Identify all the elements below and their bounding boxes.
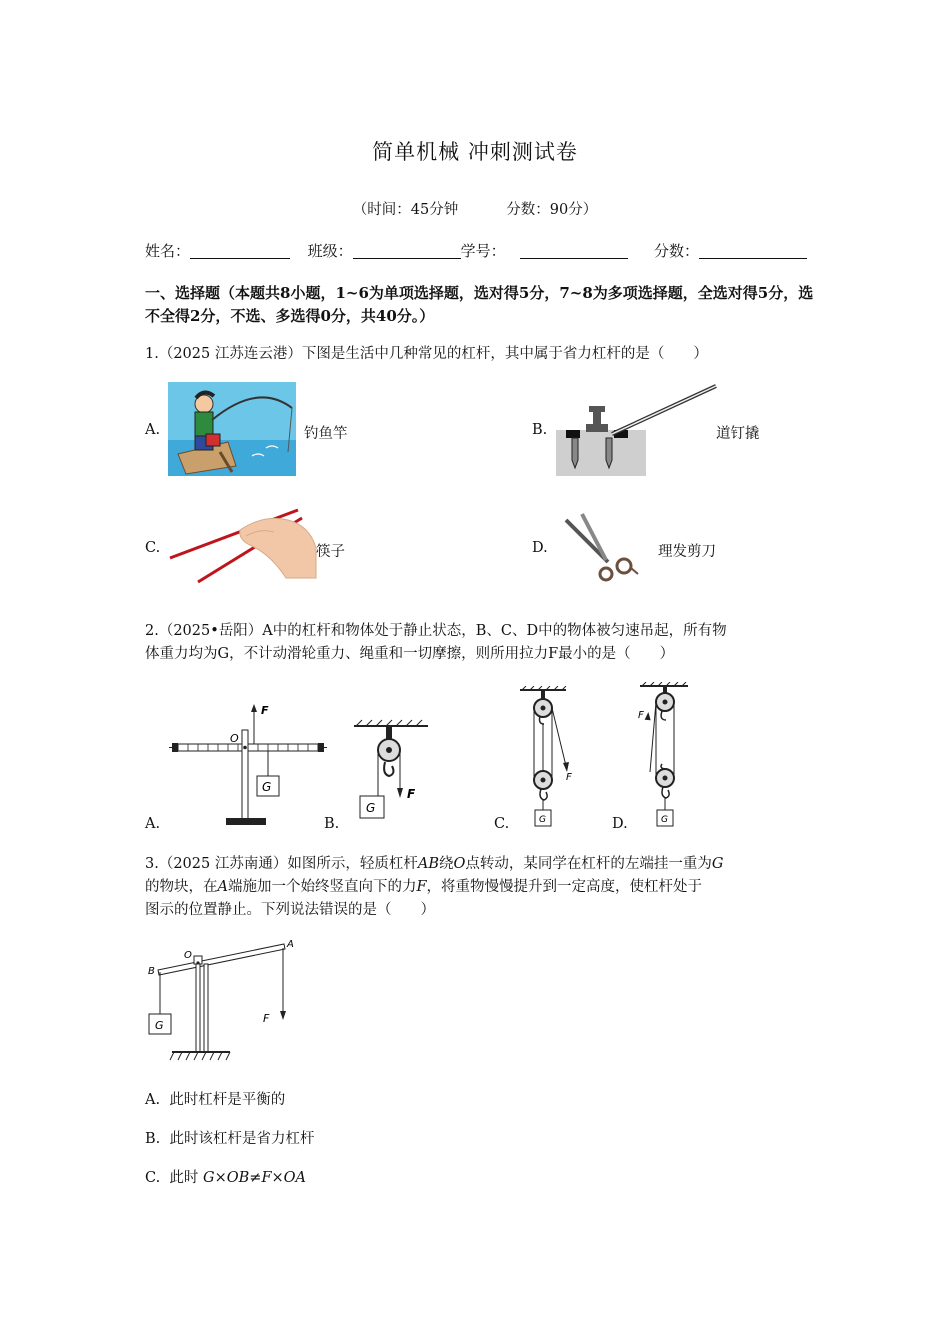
q2-option-b-label: B. [324, 816, 340, 832]
q1-option-d-caption: 理发剪刀 [658, 544, 716, 560]
class-blank[interactable] [353, 244, 461, 259]
q3-label-f: F [263, 1012, 270, 1025]
exam-time: （时间：45分钟 [352, 202, 459, 218]
q3-option-a [145, 1089, 285, 1112]
q3-stem-part: 3.（2025 江苏南通）如图所示，轻质杠杆 [145, 856, 418, 872]
q2-stem-line2: 体重力均为G，不计动滑轮重力、绳重和一切摩擦，则所用拉力F最小的是（ ） [145, 646, 675, 662]
q3-label-a: A [287, 939, 294, 950]
q3-label-g: G [155, 1019, 164, 1032]
q2-figure-b-fixed-pulley [352, 718, 430, 830]
q2-figure-a-lever [168, 700, 328, 830]
q2d-label-f: F [638, 710, 644, 721]
score-label: 分数： [653, 242, 699, 260]
q3-stem-g: G [711, 856, 724, 872]
q3-stem-a: A [217, 879, 228, 895]
q2b-label-g: G [366, 801, 376, 815]
q3-stem-part: ，将重物慢慢提升到一定高度，使杠杆处于 [426, 879, 703, 895]
q3-stem-ab: AB [417, 856, 439, 872]
q1-option-c-label: C. [145, 540, 161, 556]
fishing-rod-image [168, 382, 296, 476]
section-heading: 一、选择题（本题共8小题，1~6为单项选择题，选对得5分，7~8为多项选择题，全选对得5分，选不全得2分，不选、多选得0分，共40分。） [145, 284, 814, 325]
q3-stem-line2 [145, 876, 702, 899]
q2a-label-o: O [230, 732, 239, 745]
q3-option-b [145, 1128, 314, 1151]
q1-stem: 1.（2025 江苏连云港）下图是生活中几种常见的杠杆，其中属于省力杠杆的是（ ） [145, 346, 708, 362]
q2-stem-line1: 2.（2025•岳阳）A中的杠杆和物体处于静止状态，B、C、D中的物体被匀速吊起，所有物 [145, 623, 727, 639]
q3-option-a-text: 此时杠杆是平衡的 [169, 1092, 286, 1108]
q3-stem-line1 [145, 853, 723, 876]
page-title: 简单机械 冲刺测试卷 [372, 140, 578, 164]
q3-stem-part: 的物块，在 [145, 879, 218, 895]
q3-label-b: B [148, 966, 155, 977]
q1-option-b-caption: 道钉撬 [716, 426, 760, 442]
q1-option-b-label: B. [532, 422, 548, 438]
q3-stem-part: 点转动，某同学在杠杆的左端挂一重为 [465, 856, 712, 872]
scissors-image [562, 512, 642, 586]
q3-option-b-text: 此时该杠杆是省力杠杆 [169, 1131, 315, 1147]
exam-meta [0, 198, 950, 219]
q3-option-c [145, 1167, 306, 1190]
q3-option-c-label: C. [145, 1170, 161, 1186]
q2a-label-g: G [262, 780, 272, 794]
q2-option-c-label: C. [494, 816, 510, 832]
student-id-label: 学号： [460, 242, 506, 260]
q2c-label-g: G [539, 815, 546, 825]
q2c-label-f: F [566, 772, 572, 783]
q3-label-o: O [184, 950, 192, 961]
q3-option-b-label: B. [145, 1131, 161, 1147]
q1-option-d-label: D. [532, 540, 548, 556]
class-label: 班级： [307, 242, 353, 260]
q3-figure-lever [144, 936, 304, 1064]
name-blank[interactable] [190, 244, 290, 259]
q2b-label-f: F [407, 787, 416, 801]
q3-stem-o: O [453, 856, 466, 872]
student-info-line [145, 240, 807, 261]
q3-stem-line3: 图示的位置静止。下列说法错误的是（ ） [145, 902, 435, 918]
q3-option-c-text: 此时 [169, 1170, 199, 1186]
name-label: 姓名： [145, 242, 191, 260]
q3-option-a-label: A. [145, 1092, 161, 1108]
q2a-label-f: F [261, 704, 269, 717]
student-id-blank[interactable] [520, 244, 628, 259]
q3-option-c-formula: G×OB≠F×OA [203, 1170, 307, 1186]
q3-stem-f: F [416, 879, 427, 895]
q1-option-a-label: A. [145, 422, 161, 438]
q1-option-a-caption: 钓鱼竿 [304, 426, 348, 442]
chopsticks-image [168, 504, 318, 584]
q2-option-a-label: A. [145, 816, 161, 832]
spike-puller-image [556, 384, 718, 476]
q2-figure-d-pulley-block [634, 682, 694, 830]
exam-score: 分数：90分） [506, 202, 598, 218]
score-blank[interactable] [699, 244, 807, 259]
q3-stem-part: 端施加一个始终竖直向下的力 [227, 879, 417, 895]
q1-option-c-caption: 筷子 [316, 544, 345, 560]
q2d-label-g: G [661, 815, 668, 825]
q2-figure-c-pulley-block [514, 686, 580, 832]
q2-option-d-label: D. [612, 816, 628, 832]
q3-stem-part: 绕 [438, 856, 454, 872]
